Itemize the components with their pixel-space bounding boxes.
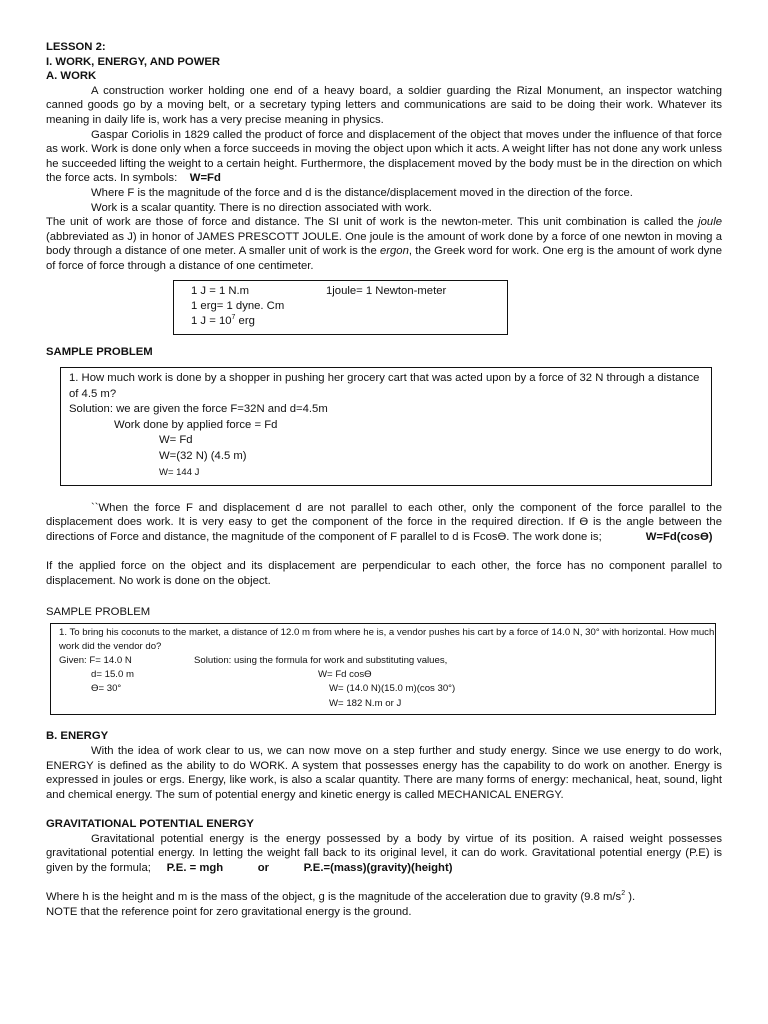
sample-problem-2-box xyxy=(50,623,716,715)
sample2-given-force: Given: F= 14.0 N xyxy=(59,655,132,666)
sample-problem-2-heading: SAMPLE PROBLEM xyxy=(46,606,151,618)
paragraph-component-text: ``When the force F and displacement d are not parallel to each other, only the component of the force parallel to the displacement does work. It is very easy to get the component of the force in the required direction. If ϴ is the angle between the directions of Force and distance, the magnitude of the component of F parallel to d is Fcosϴ. The work done is; xyxy=(46,501,722,544)
units-text-b: (abbreviated as J) in honor of JAMES PRESCOTT JOULE. One joule is the amount of work done by a force of one newton in moving a body through a distance of one meter. A smaller unit of work is the xyxy=(46,230,722,258)
paragraph-perpendicular: If the applied force on the object and its displacement are perpendicular to each other, the force has no component parallel to displacement. No work is done on the object. xyxy=(46,560,722,587)
sample2-substitution: W= (14.0 N)(15.0 m)(cos 30°) xyxy=(329,683,456,695)
unit-joule-newton-meter: 1joule= 1 Newton-meter xyxy=(326,284,447,297)
joule-term: joule xyxy=(698,216,723,229)
sample2-answer: W= 182 N.m or J xyxy=(329,697,402,709)
sample2-solution-intro: Solution: using the formula for work and substituting values, xyxy=(194,655,448,666)
sample1-substitution: W=(32 N) (4.5 m) xyxy=(159,450,247,463)
paragraph-note: NOTE that the reference point for zero gravitational energy is the ground. xyxy=(46,905,412,918)
paragraph-units xyxy=(46,215,722,273)
sample2-question: 1. To bring his coconuts to the market, a distance of 12.0 m from where he is, a vendor pushes his cart by a force of 14.0 N, 30° with horizontal. How much work did the vendor do? xyxy=(59,626,715,652)
gravity-unit-exponent: 2 xyxy=(621,890,626,898)
unit-joule-erg-base: 1 J = 10 xyxy=(191,314,232,327)
formula-or: or xyxy=(257,861,270,874)
unit-joule-erg xyxy=(191,314,507,329)
sample1-solution: Solution: we are given the force F=32N and d=4.5m xyxy=(69,403,328,416)
units-text-c: , the Greek word for work. One erg is the amount of work dyne of force of force through a distance of one centimeter. xyxy=(46,245,723,272)
section-a-heading: A. WORK xyxy=(46,70,97,83)
paragraph-energy: With the idea of work clear to us, we can now move on a step further and study energy. Since we use energy to do work, ENERGY is defined as the ability to do WORK. A system that possesses energy has the capability to do work on another. Energy is expressed in joules or ergs. Energy, like work, is also a scalar quantity. There are many forms of energy: mechanical, heat, sound, light and chemical energy. The sum of potential energy and kinetic energy is called MECHANICAL ENERGY. xyxy=(46,745,722,801)
sample2-given-distance: d= 15.0 m xyxy=(91,669,134,681)
lesson-label: LESSON 2: xyxy=(46,41,106,53)
gpe-heading: GRAVITATIONAL POTENTIAL ENERGY xyxy=(46,817,254,830)
formula-w-fd-cos: W=Fd(cosϴ) xyxy=(645,531,713,544)
paragraph-where-f: Where F is the magnitude of the force and d is the distance/displacement moved in the direction of the force. xyxy=(91,186,633,199)
lesson-title: I. WORK, ENERGY, AND POWER xyxy=(46,55,221,68)
formula-pe-mgh: P.E. = mgh xyxy=(166,861,224,874)
sample-problem-1-heading: SAMPLE PROBLEM xyxy=(46,345,153,358)
sample1-answer: W= 144 J xyxy=(159,466,200,478)
units-box xyxy=(173,280,508,335)
sample1-formula: W= Fd xyxy=(159,434,193,447)
paragraph-where-h-end: ). xyxy=(625,890,636,903)
sample1-work-done: Work done by applied force = Fd xyxy=(114,418,278,431)
formula-w-fd: W=Fd xyxy=(189,172,221,185)
section-b-heading: B. ENERGY xyxy=(46,730,109,743)
paragraph-scalar: Work is a scalar quantity. There is no direction associated with work. xyxy=(91,201,432,214)
sample1-question: 1. How much work is done by a shopper in pushing her grocery cart that was acted upon by a force of 32 N through a distance of 4.5 m? xyxy=(69,372,700,400)
paragraph-work-intro: A construction worker holding one end of a heavy board, a soldier guarding the Rizal Monument, an inspector watching canned goods go by a moving belt, or a secretary typing letters and communications are said to be doing their work. Whatever its meaning in daily life is, work has a very precise meaning in physics. xyxy=(46,84,722,126)
sample2-formula: W= Fd cosϴ xyxy=(318,669,372,681)
unit-joule-erg-exponent: 7 xyxy=(231,313,236,321)
paragraph-coriolis-text: Gaspar Coriolis in 1829 called the product of force and displacement of the object that moves under the influence of that force as work. Work is done only when a force succeeds in moving the object upon which it acts. A weight lifter has not done any work unless he succeeded lifting the weight to a certain height. Furthermore, the displacement moved by the body must be in the direction on which the force acts. In symbols: xyxy=(46,128,722,185)
paragraph-gpe xyxy=(46,832,722,876)
paragraph-coriolis xyxy=(46,128,722,186)
unit-joule-erg-unit: erg xyxy=(235,314,255,327)
paragraph-where-h-text: Where h is the height and m is the mass of the object, g is the magnitude of the acceleration due to gravity (9.8 m/s xyxy=(46,890,622,903)
units-text-a: The unit of work are those of force and distance. The SI unit of work is the newton-meter. This unit combination is called the xyxy=(46,216,694,229)
sample-problem-1-box xyxy=(60,367,712,486)
unit-joule-nm: 1 J = 1 N.m xyxy=(191,284,250,297)
sample2-given-angle: ϴ= 30° xyxy=(91,683,122,695)
paragraph-gpe-text: Gravitational potential energy is the energy possessed by a body by virtue of its position. A raised weight possesses gravitational potential energy. In letting the weight fall back to its original level, it can do work. Gravitational potential energy (P.E) is given by the formula; xyxy=(46,832,722,874)
paragraph-where-h xyxy=(46,890,722,905)
document-content xyxy=(46,40,722,919)
unit-erg: 1 erg= 1 dyne. Cm xyxy=(191,299,285,312)
formula-pe-words: P.E.=(mass)(gravity)(height) xyxy=(303,861,453,874)
ergon-term: ergon xyxy=(379,245,409,258)
paragraph-component xyxy=(46,501,722,545)
